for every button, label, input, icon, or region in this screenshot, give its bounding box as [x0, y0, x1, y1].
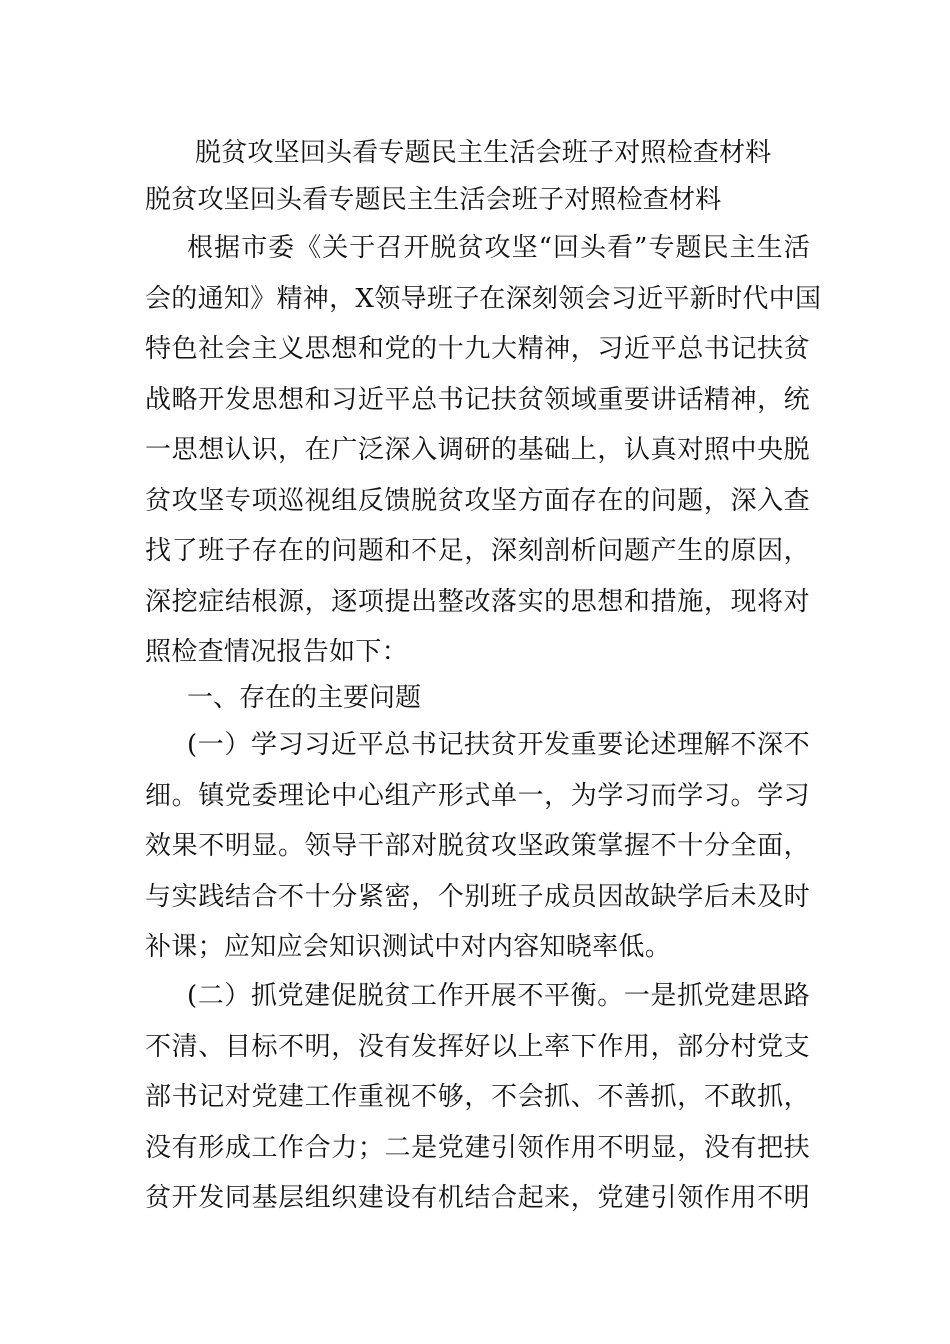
- paragraph-line: (二）抓党建促脱贫工作开展不平衡。一是抓党建思路: [187, 981, 810, 1011]
- paragraph-line: 补课；应知应会知识测试中对内容知晓率低。: [145, 932, 672, 962]
- paragraph-line: 细。镇党委理论中心组产形式单一，为学习而学习。学习: [145, 780, 810, 811]
- paragraph-line: 深挖症结根源，逐项提出整改落实的思想和措施，现将对: [145, 586, 810, 617]
- paragraph-line: 效果不明显。领导干部对脱贫攻坚政策掌握不十分全面，: [145, 831, 810, 861]
- paragraph-line: 贫开发同基层组织建设有机结合起来，党建引领作用不明: [145, 1183, 810, 1213]
- paragraph-line: 贫攻坚专项巡视组反馈脱贫攻坚方面存在的问题，深入查: [145, 485, 810, 516]
- paragraph-line: 会的通知》精神，X领导班子在深刻领会习近平新时代中国: [145, 283, 822, 314]
- paragraph-line: 特色社会主义思想和党的十九大精神，习近平总书记扶贫: [145, 334, 810, 364]
- paragraph-line: 照检查情况报告如下：: [145, 637, 409, 667]
- paragraph-line: 不清、目标不明，没有发挥好以上率下作用，部分村党支: [145, 1031, 810, 1062]
- issue-two-paragraph: [145, 971, 810, 1224]
- document-title-centered: 脱贫攻坚回头看专题民主生活会班子对照检查材料: [195, 138, 772, 168]
- paragraph-line: 找了班子存在的问题和不足，深刻剖析问题产生的原因，: [145, 536, 810, 566]
- paragraph-line: 战略开发思想和习近平总书记扶贫领域重要讲话精神，统: [145, 384, 810, 415]
- paragraph-line: 部书记对党建工作重视不够，不会抓、不善抓，不敢抓，: [145, 1082, 810, 1112]
- intro-paragraph: [145, 223, 822, 678]
- paragraph-line: (一）学习习近平总书记扶贫开发重要论述理解不深不: [187, 730, 810, 760]
- paragraph-line: 与实践结合不十分紧密，个别班子成员因故缺学后未及时: [145, 881, 810, 912]
- issue-one-paragraph: [145, 720, 810, 973]
- paragraph-line: 一思想认识，在广泛深入调研的基础上，认真对照中央脱: [145, 435, 810, 465]
- section-heading: 一、存在的主要问题: [187, 683, 422, 713]
- document-title-left: 脱贫攻坚回头看专题民主生活会班子对照检查材料: [145, 185, 722, 215]
- paragraph-line: 根据市委《关于召开脱贫攻坚“回头看”专题民主生活: [187, 233, 810, 263]
- paragraph-line: 没有形成工作合力；二是党建引领作用不明显，没有把扶: [145, 1132, 810, 1163]
